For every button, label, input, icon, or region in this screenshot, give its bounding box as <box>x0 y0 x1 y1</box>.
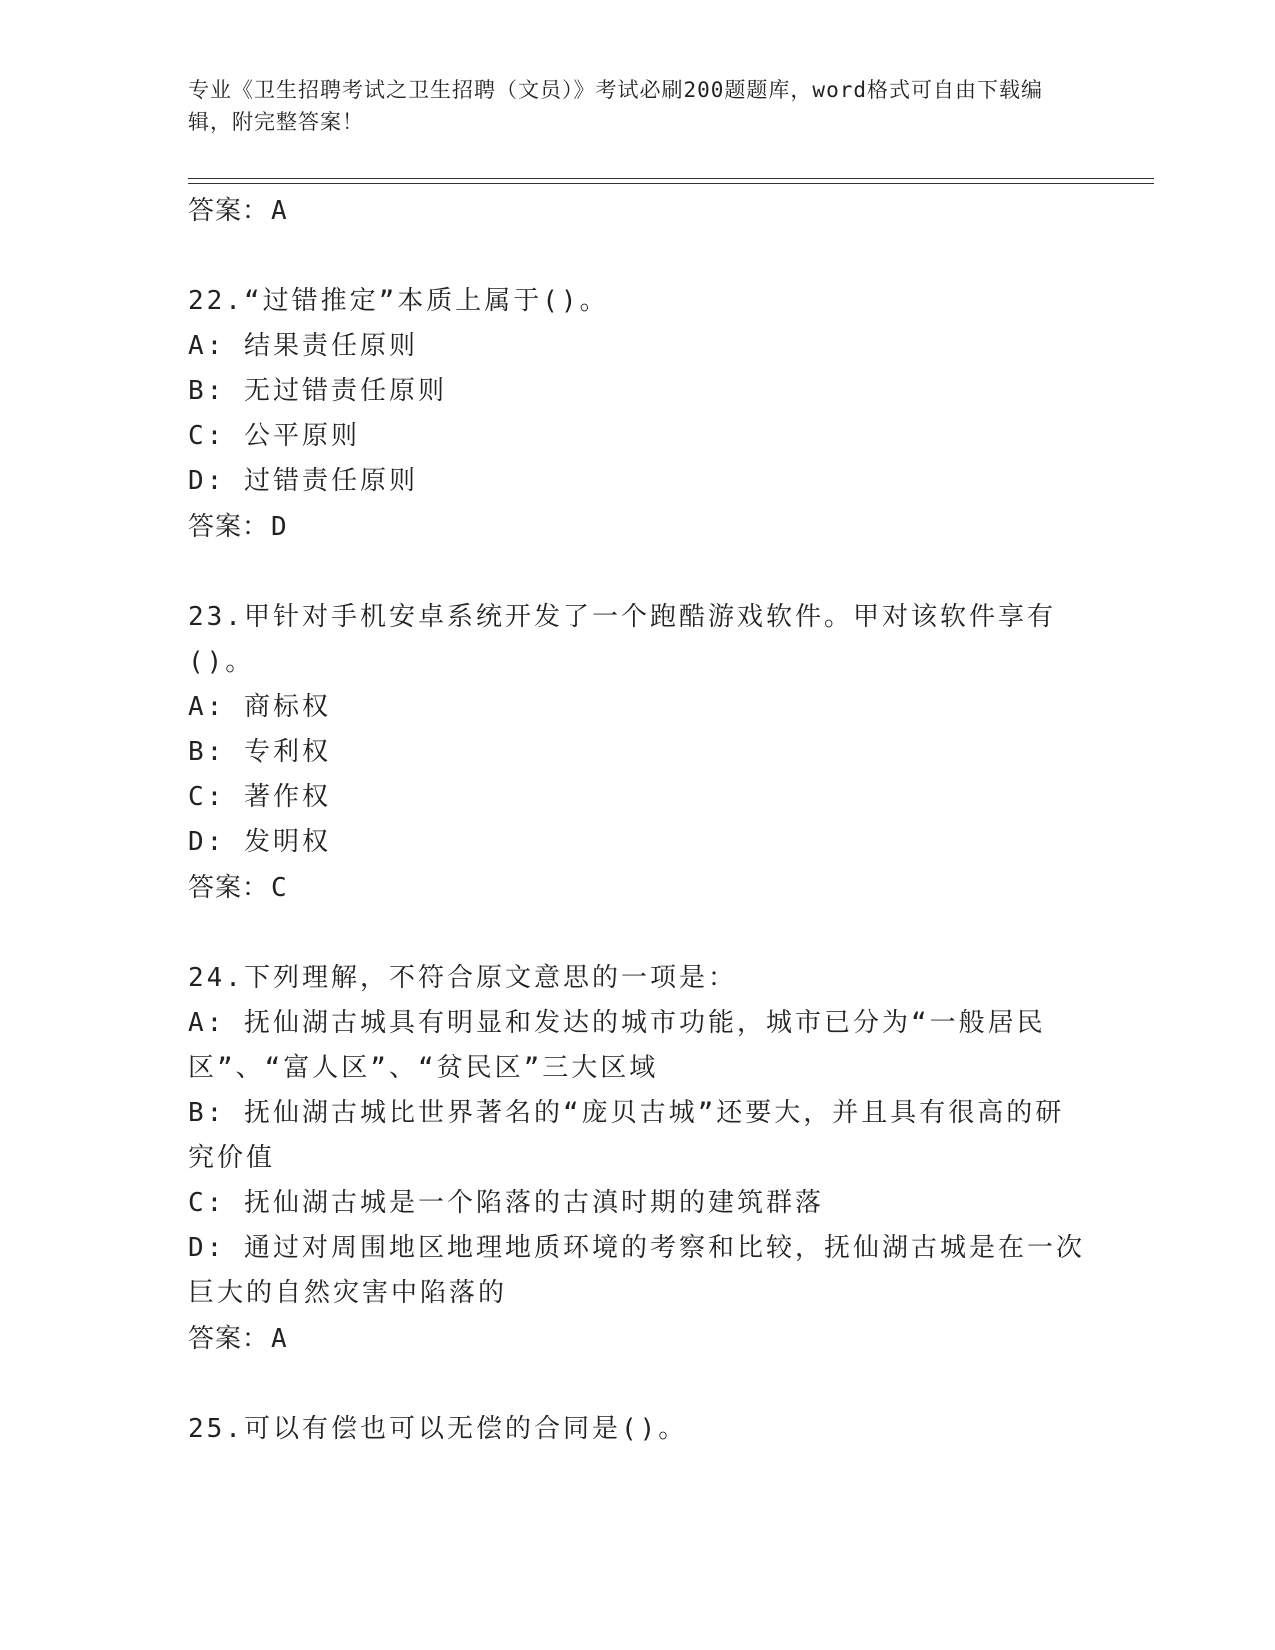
option-label: C: <box>188 421 226 451</box>
option-d <box>188 459 1088 504</box>
answer-value: D <box>271 512 288 542</box>
option-text: 无过错责任原则 <box>243 376 447 406</box>
spacer <box>188 1362 1088 1407</box>
option-label: A: <box>188 692 226 722</box>
question-list <box>188 188 1088 1452</box>
option-label: D: <box>188 827 226 857</box>
answer-prefix: 答案： <box>188 196 270 226</box>
answer-value: A <box>271 196 288 226</box>
option-text: 发明权 <box>243 827 331 857</box>
option-text: 结果责任原则 <box>243 331 418 361</box>
option-text: 通过对周围地区地理地质环境的考察和比较，抚仙湖古城是在一次巨大的自然灾害中陷落的 <box>188 1233 1085 1308</box>
header-rule-bottom <box>188 183 1154 184</box>
answer-value: C <box>271 873 288 903</box>
answer-line <box>188 504 1088 550</box>
spacer <box>188 550 1088 595</box>
option-c <box>188 1181 1088 1226</box>
spacer <box>188 911 1088 956</box>
question-stem: 23.甲针对手机安卓系统开发了一个跑酷游戏软件。甲对该软件享有()。 <box>188 602 1056 677</box>
answer-prefix: 答案： <box>188 512 270 542</box>
question-stem: 25.可以有偿也可以无偿的合同是()。 <box>188 1414 688 1444</box>
option-c <box>188 775 1088 820</box>
option-text: 抚仙湖古城是一个陷落的古滇时期的建筑群落 <box>243 1188 824 1218</box>
option-text: 过错责任原则 <box>243 466 418 496</box>
header-rule-top <box>188 178 1154 179</box>
option-a <box>188 685 1088 730</box>
answer-value: A <box>271 1324 288 1354</box>
option-label: A: <box>188 1008 226 1038</box>
option-text: 抚仙湖古城比世界著名的“庞贝古城”还要大，并且具有很高的研究价值 <box>188 1098 1065 1173</box>
option-label: B: <box>188 737 226 767</box>
question-block <box>188 1407 1088 1452</box>
question-stem: 24.下列理解，不符合原文意思的一项是： <box>188 963 737 993</box>
answer-line <box>188 188 1088 234</box>
question-block <box>188 595 1088 911</box>
option-d <box>188 1226 1088 1316</box>
answer-line <box>188 865 1088 911</box>
option-label: B: <box>188 376 226 406</box>
spacer <box>188 234 1088 279</box>
answer-prefix: 答案： <box>188 873 270 903</box>
option-text: 著作权 <box>243 782 331 812</box>
option-label: B: <box>188 1098 226 1128</box>
answer-prefix: 答案： <box>188 1324 270 1354</box>
option-b <box>188 1091 1088 1181</box>
option-label: D: <box>188 466 226 496</box>
option-b <box>188 730 1088 775</box>
question-stem: 22.“过错推定”本质上属于()。 <box>188 286 609 316</box>
option-a <box>188 1001 1088 1091</box>
question-block <box>188 279 1088 550</box>
option-text: 专利权 <box>243 737 331 767</box>
option-label: C: <box>188 1188 226 1218</box>
header-text: 专业《卫生招聘考试之卫生招聘（文员）》考试必刷200题题库，word格式可自由下载编辑，附完整答案！ <box>188 78 1043 134</box>
question-block <box>188 956 1088 1362</box>
answer-line <box>188 1316 1088 1362</box>
option-label: A: <box>188 331 226 361</box>
option-text: 公平原则 <box>243 421 360 451</box>
option-label: C: <box>188 782 226 812</box>
option-a <box>188 324 1088 369</box>
option-text: 商标权 <box>243 692 331 722</box>
option-c <box>188 414 1088 459</box>
page-header <box>188 74 1068 138</box>
option-b <box>188 369 1088 414</box>
option-label: D: <box>188 1233 226 1263</box>
option-d <box>188 820 1088 865</box>
option-text: 抚仙湖古城具有明显和发达的城市功能，城市已分为“一般居民区”、“富人区”、“贫民区”三大区域 <box>188 1008 1046 1083</box>
